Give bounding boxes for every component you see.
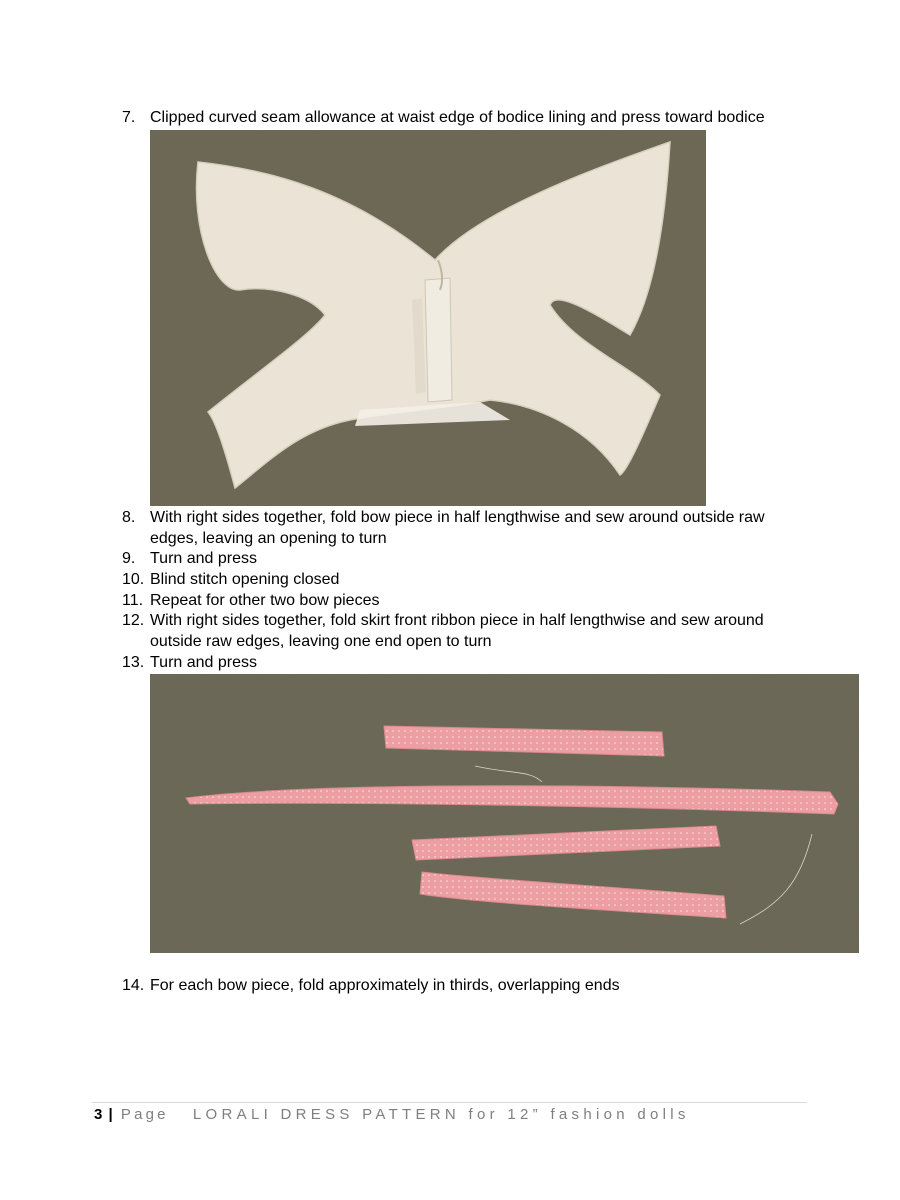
page-number: 3 <box>94 1106 103 1123</box>
step-text: Repeat for other two bow pieces <box>150 592 380 609</box>
step-number: 7. <box>122 109 136 126</box>
step-text: Blind stitch opening closed <box>150 571 340 588</box>
step-text: With right sides together, fold bow piece in half lengthwise and sew around outside raw edges, leaving an opening to turn <box>150 509 765 547</box>
step-7 <box>122 108 802 129</box>
page-footer <box>94 1106 690 1123</box>
page-label: Page <box>120 1106 169 1123</box>
bodice-lining-photo <box>150 130 706 506</box>
step-number: 11. <box>122 592 144 609</box>
step-11 <box>122 591 802 612</box>
ribbon-pieces-photo <box>150 674 859 953</box>
step-number: 8. <box>122 509 136 526</box>
footer-divider <box>92 1102 807 1103</box>
footer-separator: | <box>108 1106 113 1123</box>
step-text: With right sides together, fold skirt front ribbon piece in half lengthwise and sew around outside raw edges, leaving one end open to turn <box>150 612 764 650</box>
step-number: 14. <box>122 977 145 994</box>
step-10 <box>122 570 802 591</box>
document-title: LORALI DRESS PATTERN for 12” fashion dolls <box>192 1106 690 1123</box>
step-14 <box>122 976 802 997</box>
step-9 <box>122 549 802 570</box>
step-number: 9. <box>122 550 136 567</box>
step-text: Turn and press <box>150 654 258 671</box>
step-text: For each bow piece, fold approximately in thirds, overlapping ends <box>150 977 620 994</box>
step-text: Clipped curved seam allowance at waist edge of bodice lining and press toward bodice <box>150 109 765 126</box>
step-text: Turn and press <box>150 550 258 567</box>
step-8 <box>122 508 802 549</box>
step-13 <box>122 653 802 674</box>
step-number: 10. <box>122 571 145 588</box>
step-12 <box>122 611 802 652</box>
step-number: 12. <box>122 612 145 629</box>
step-number: 13. <box>122 654 145 671</box>
